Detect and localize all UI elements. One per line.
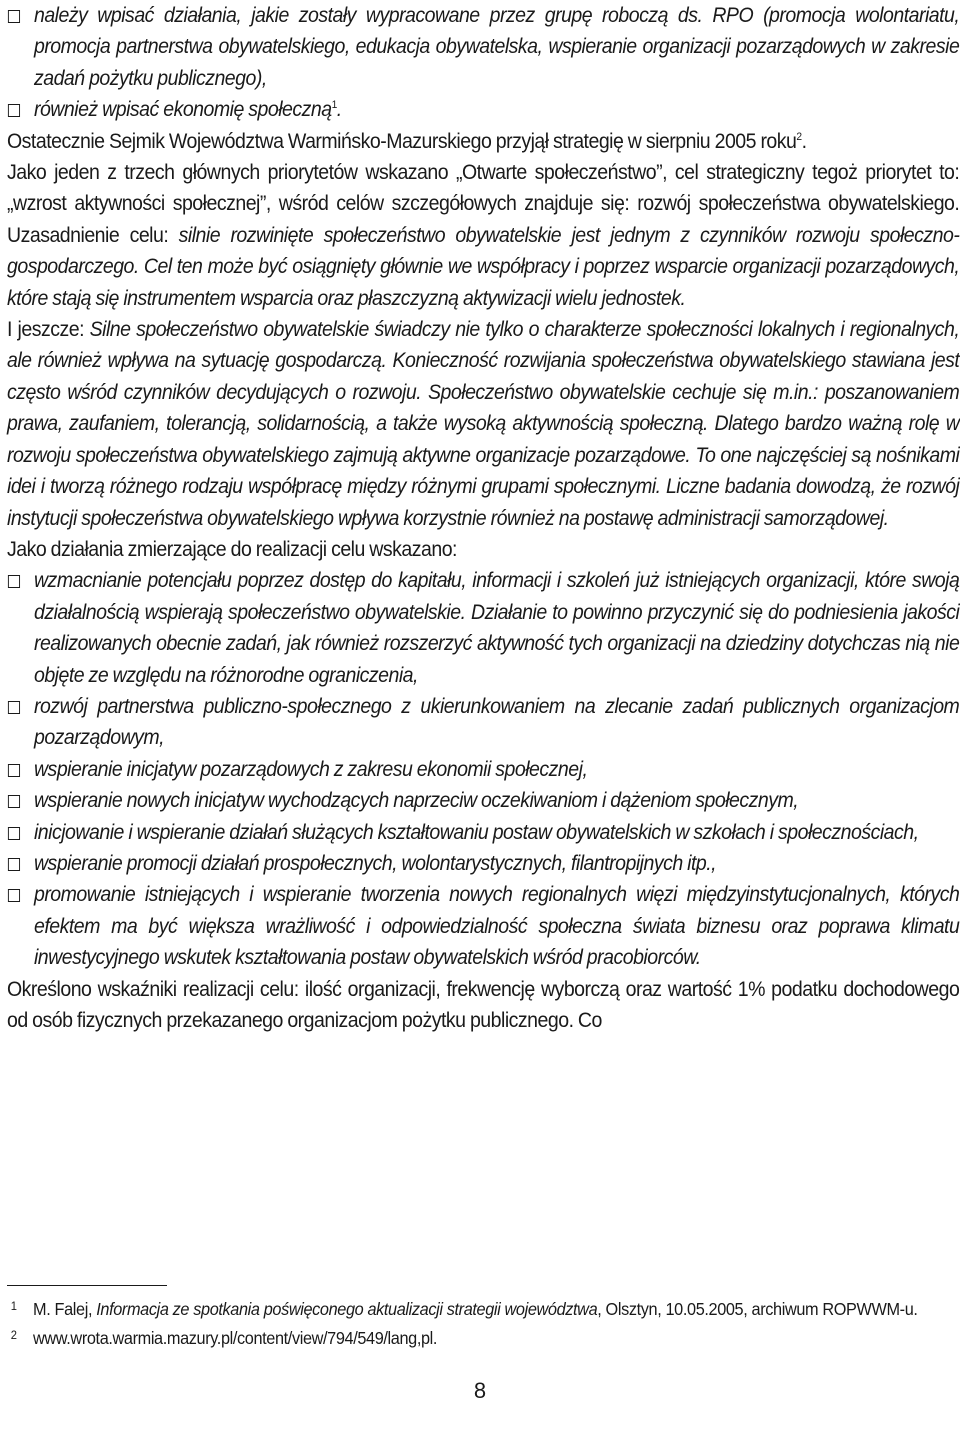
paragraph-civil-society: I jeszcze: Silne społeczeństwo obywatelskie świadczy nie tylko o charakterze społeczności lokalnych i regionalnych, ale również wpływa na sytuację gospodarczą. Konieczność rozwijania społeczeństwa obywatelskiego stawiana jest często wśród czynników decydujących o rozwoju. Społeczeństwo obywatelskie cechuje się m.in.: poszanowaniem prawa, zaufaniem, tolerancją, solidarnością, a także wysoką aktywnością społeczną. Dlatego bardzo ważną rolę w rozwoju społeczeństwa obywatelskiego zajmują aktywne organizacje pozarządowe. To one najczęściej są nośnikami idei i tworzą różnego rodzaju współpracę między różnymi grupami społecznymi. Liczne badania dowodzą, że rozwój instytucji społeczeństwa obywatelskiego wpływa korzystnie również na postawę administracji samorządowej. (7, 318, 960, 530)
footnote-text: M. Falej, Informacja ze spotkania poświęconego aktualizacji strategii województwa, Olsztyn, 10.05.2005, archiwum ROPWWM-u. (33, 1299, 918, 1319)
bullet-tail: . (336, 98, 342, 122)
list-item (7, 565, 959, 691)
footnote (7, 1326, 959, 1351)
list-item (7, 691, 959, 754)
paragraph-strategy-adopted: Ostatecznie Sejmik Województwa Warmińsko-Mazurskiego przyjął strategię w sierpniu 2005 roku$^2$. (7, 129, 807, 153)
document-page (7, 0, 959, 1036)
paragraph-priorities: Jako jeden z trzech głównych priorytetów wskazano „Otwarte społeczeństwo”, cel strategiczny tegoż priorytet to: „wzrost aktywności społecznej”, wśród celów szczegółowych znajduje się: rozwój społeczeństwa obywatelskiego. Uzasadnienie celu: silnie rozwinięte społeczeństwo obywatelskie jest jednym z czynników rozwoju społeczno-gospodarczego. Cel ten może być osiągnięty głównie we współpracy i poprzez wsparcie organizacji pozarządowych, które stają się instrumentem wsparcia oraz płaszczyzną aktywizacji wielu jednostek. (7, 161, 960, 310)
bullet-text: należy wpisać działania, jakie zostały wypracowane przez grupę roboczą ds. RPO (promocja wolontariatu, promocja partnerstwa obywatelskiego, edukacja obywatelska, wspieranie organizacji pozarządowych w zakresie zadań pożytku publicznego), (33, 4, 960, 90)
document-body (7, 0, 959, 1036)
checkbox-square-icon (8, 575, 20, 588)
list-item (7, 94, 959, 125)
bullet-text: wzmacnianie potencjału poprzez dostęp do kapitału, informacji i szkoleń już istniejących organizacji, które swoją działalnością wspierają społeczeństwo obywatelskie. Działanie to powinno przyczynić się do podniesienia jakości realizowanych obecnie zadań, jak również rozszerzyć aktywność tych organizacji na dziedziny dotychczas nią nie objęte ze względu na różnorodne ograniczenia, (33, 569, 960, 687)
paragraph-actions-intro: Jako działania zmierzające do realizacji celu wskazano: (7, 537, 457, 561)
bullet-text: wspieranie promocji działań prospołecznych, wolontarystycznych, filantropijnych itp., (33, 851, 717, 875)
checkbox-square-icon (8, 701, 20, 714)
list-item (7, 817, 959, 848)
footnotes (7, 1297, 959, 1355)
bullet-text: rozwój partnerstwa publiczno-społecznego z ukierunkowaniem na zlecanie zadań publicznych organizacjom pozarządowym, (33, 694, 960, 750)
list-item (7, 785, 959, 816)
bullet-text: promowanie istniejących i wspieranie tworzenia nowych regionalnych więzi międzyinstytucjonalnych, których efektem ma być większa wrażliwość i odpowiedzialność społeczna świata biznesu oraz poprawa klimatu inwestycyjnego wskutek kształtowania postaw obywatelskich wśród pracobiorców. (33, 883, 960, 970)
list-item (7, 754, 959, 785)
checkbox-square-icon (8, 764, 20, 777)
footnote-divider (7, 1285, 167, 1286)
checkbox-square-icon (8, 827, 20, 840)
footnote-link[interactable]: www.wrota.warmia.mazury.pl/content/view/794/549/lang,pl. (33, 1328, 438, 1348)
checkbox-square-icon (8, 104, 20, 117)
bullet-text: wspieranie inicjatyw pozarządowych z zakresu ekonomii społecznej, (33, 757, 588, 781)
footnote-ref-1[interactable]: 1 (331, 99, 337, 112)
paragraph-indicators: Określono wskaźniki realizacji celu: ilość organizacji, frekwencję wyborczą oraz wartość 1% podatku dochodowego od osób fizycznych przekazanego organizacjom pożytku publicznego. Co (7, 977, 960, 1032)
list-item (7, 848, 959, 879)
checkbox-square-icon (8, 10, 20, 23)
bullet-text: wspieranie nowych inicjatyw wychodzących naprzeciw oczekiwaniom i dążeniom społecznym, (33, 789, 799, 813)
checkbox-square-icon (8, 889, 20, 902)
footnote (7, 1297, 959, 1322)
list-item (7, 879, 959, 973)
bullet-text: inicjowanie i wspieranie działań służących kształtowaniu postaw obywatelskich w szkołach i społecznościach, (33, 820, 919, 844)
footnote-number: 1 (10, 1299, 17, 1313)
footnote-ref-2[interactable]: 2 (796, 130, 802, 143)
bullet-text: również wpisać ekonomię społeczną (33, 98, 332, 122)
checkbox-square-icon (8, 795, 20, 808)
checkbox-square-icon (8, 858, 20, 871)
footnote-number: 2 (10, 1328, 17, 1342)
list-item (7, 0, 959, 94)
page-number: 8 (473, 1378, 487, 1403)
